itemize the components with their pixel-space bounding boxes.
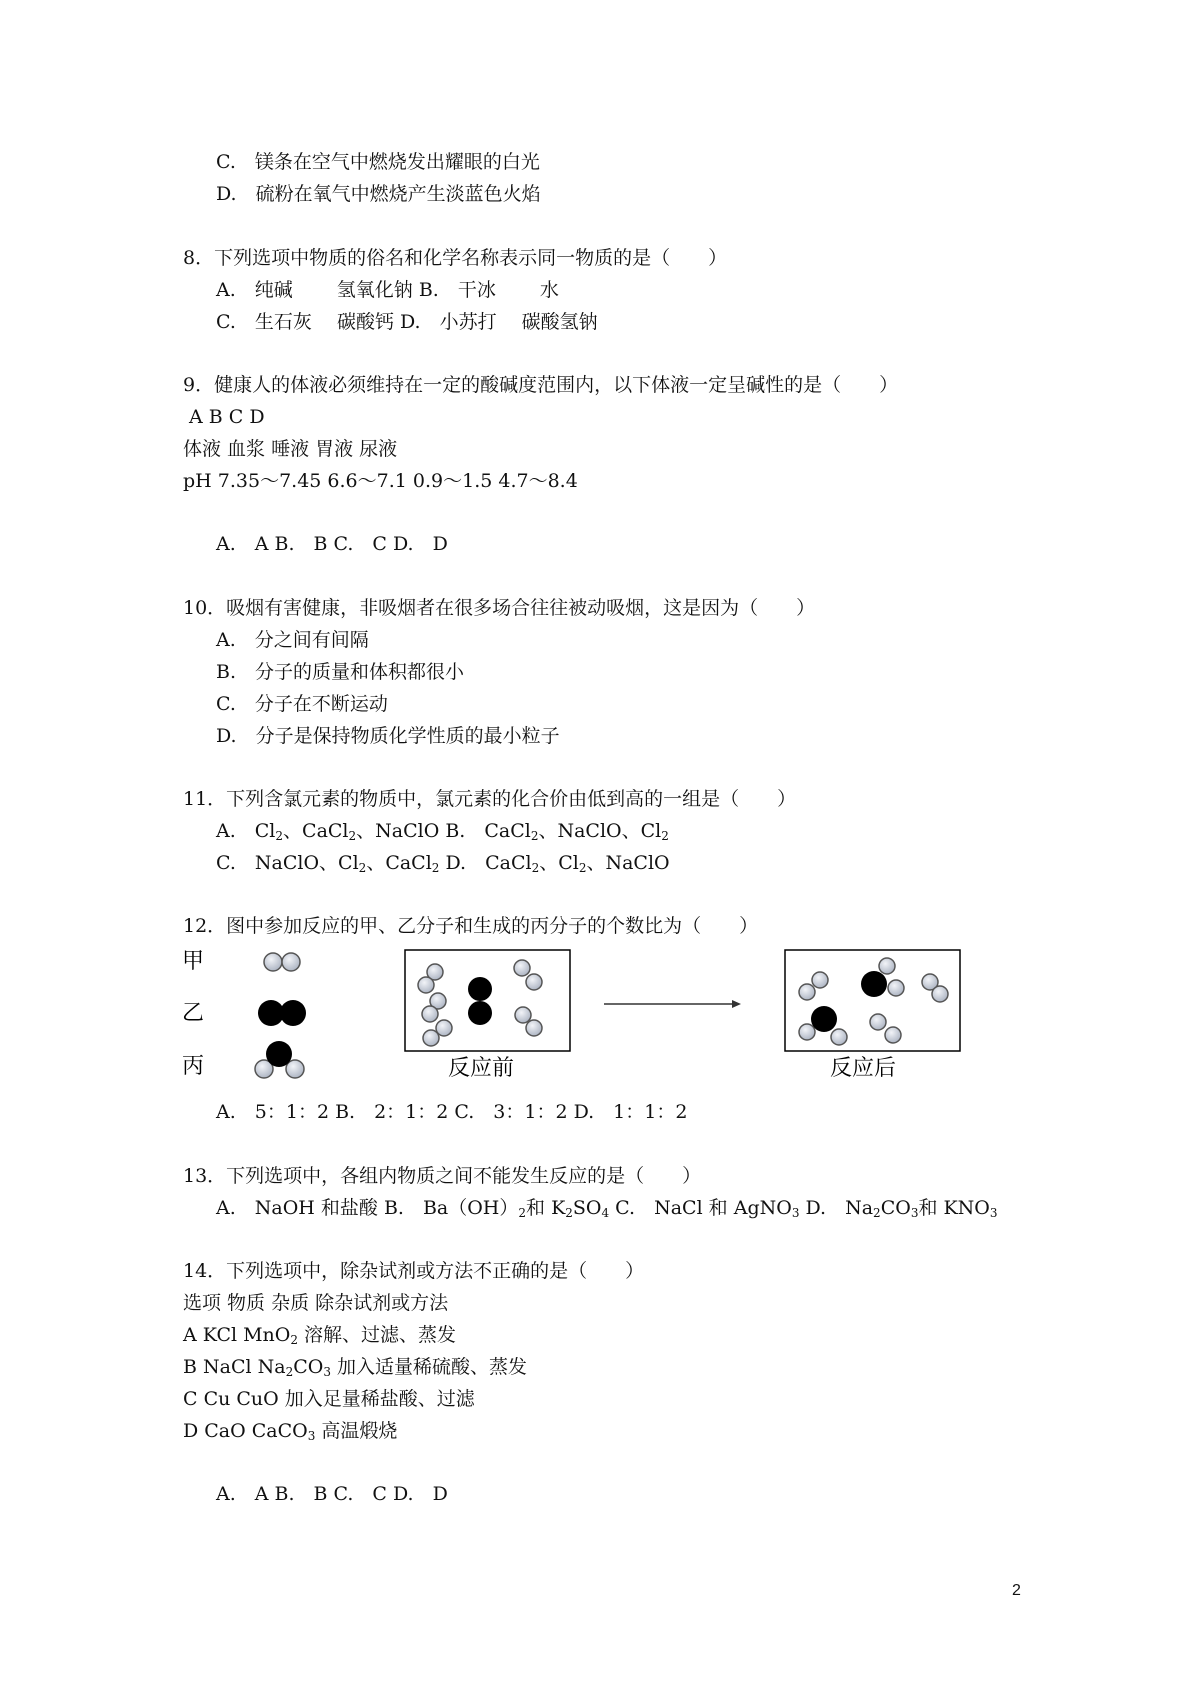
q9-table-header: A B C D [183, 406, 265, 428]
q14-table-header: 选项 物质 杂质 除杂试剂或方法 [183, 1292, 449, 1314]
q11-options-row1: A. $Cl_2$、CaCl$_2$、NaClO B. CaCl$_2$、NaClO、$Cl_2$ [216, 820, 669, 843]
label-bing: 丙 [182, 1054, 205, 1079]
q9-options: A. A B. B C. C D. D [216, 533, 448, 555]
q10-option-d: D. 分子是保持物质化学性质的最小粒子 [216, 725, 560, 747]
molecule-yi [258, 1000, 306, 1026]
q11-options-row2: C. NaClO、$Cl_2$、CaCl$_2$ D. CaCl$_2$、$Cl_2$、NaClO [216, 852, 670, 875]
reaction-diagram [180, 940, 980, 1080]
q10-stem: 10．吸烟有害健康，非吸烟者在很多场合往往被动吸烟，这是因为（ ） [183, 597, 816, 619]
q14-stem: 14．下列选项中，除杂试剂或方法不正确的是（ ） [183, 1260, 645, 1282]
q14-options: A. A B. B C. C D. D [216, 1483, 448, 1505]
q10-option-a: A. 分之间有间隔 [216, 629, 369, 651]
q10-option-b: B. 分子的质量和体积都很小 [216, 661, 465, 683]
reaction-arrow [604, 1000, 741, 1008]
q7-option-c: C. 镁条在空气中燃烧发出耀眼的白光 [216, 151, 540, 173]
q13-stem: 13．下列选项中，各组内物质之间不能发生反应的是（ ） [183, 1165, 702, 1187]
q14-table-row-a: A KCl MnO$_2$ 溶解、过滤、蒸发 [183, 1324, 457, 1347]
q11-stem: 11．下列含氯元素的物质中，氯元素的化合价由低到高的一组是（ ） [183, 788, 797, 810]
q14-table-row-d: D CaO CaCO$_3$ 高温煅烧 [183, 1420, 398, 1443]
q13-options: A. NaOH 和盐酸 B. $Ba(OH)_2$和 $K_2SO_4$ C. NaCl 和 AgNO$_3$ D. $Na_2CO_3$和 $KNO_3$ [216, 1197, 998, 1220]
q8-stem: 8．下列选项中物质的俗名和化学名称表示同一物质的是（ ） [183, 247, 728, 269]
before-reaction-label: 反应前 [448, 1056, 515, 1080]
molecule-jia [264, 953, 300, 971]
q7-option-d: D. 硫粉在氧气中燃烧产生淡蓝色火焰 [216, 183, 541, 205]
page-number: 2 [1012, 1582, 1021, 1599]
q12-stem: 12．图中参加反应的甲、乙分子和生成的丙分子的个数比为（ ） [183, 915, 759, 937]
q14-table-row-b: B NaCl $Na_2CO_3$ 加入适量稀硫酸、蒸发 [183, 1356, 528, 1379]
q9-table-row-body-fluid: 体液 血浆 唾液 胃液 尿液 [183, 438, 398, 460]
q9-stem: 9．健康人的体液必须维持在一定的酸碱度范围内，以下体液一定呈碱性的是（ ） [183, 374, 899, 396]
label-yi: 乙 [182, 1001, 205, 1026]
q10-option-c: C. 分子在不断运动 [216, 693, 388, 715]
q14-table-row-c: C Cu CuO 加入足量稀盐酸、过滤 [183, 1388, 475, 1410]
q9-table-row-ph: pH 7.35～7.45 6.6～7.1 0.9～1.5 4.7～8.4 [183, 470, 578, 492]
q8-options-row1: A. 纯碱 氢氧化钠 B. 干冰 水 [216, 279, 559, 301]
molecule-bing [255, 1041, 304, 1078]
q12-options: A. 5：1：2 B. 2：1：2 C. 3：1：2 D. 1：1：2 [216, 1101, 688, 1123]
q8-options-row2: C. 生石灰 碳酸钙 D. 小苏打 碳酸氢钠 [216, 311, 598, 333]
after-reaction-label: 反应后 [830, 1056, 897, 1080]
label-jia: 甲 [182, 949, 205, 974]
